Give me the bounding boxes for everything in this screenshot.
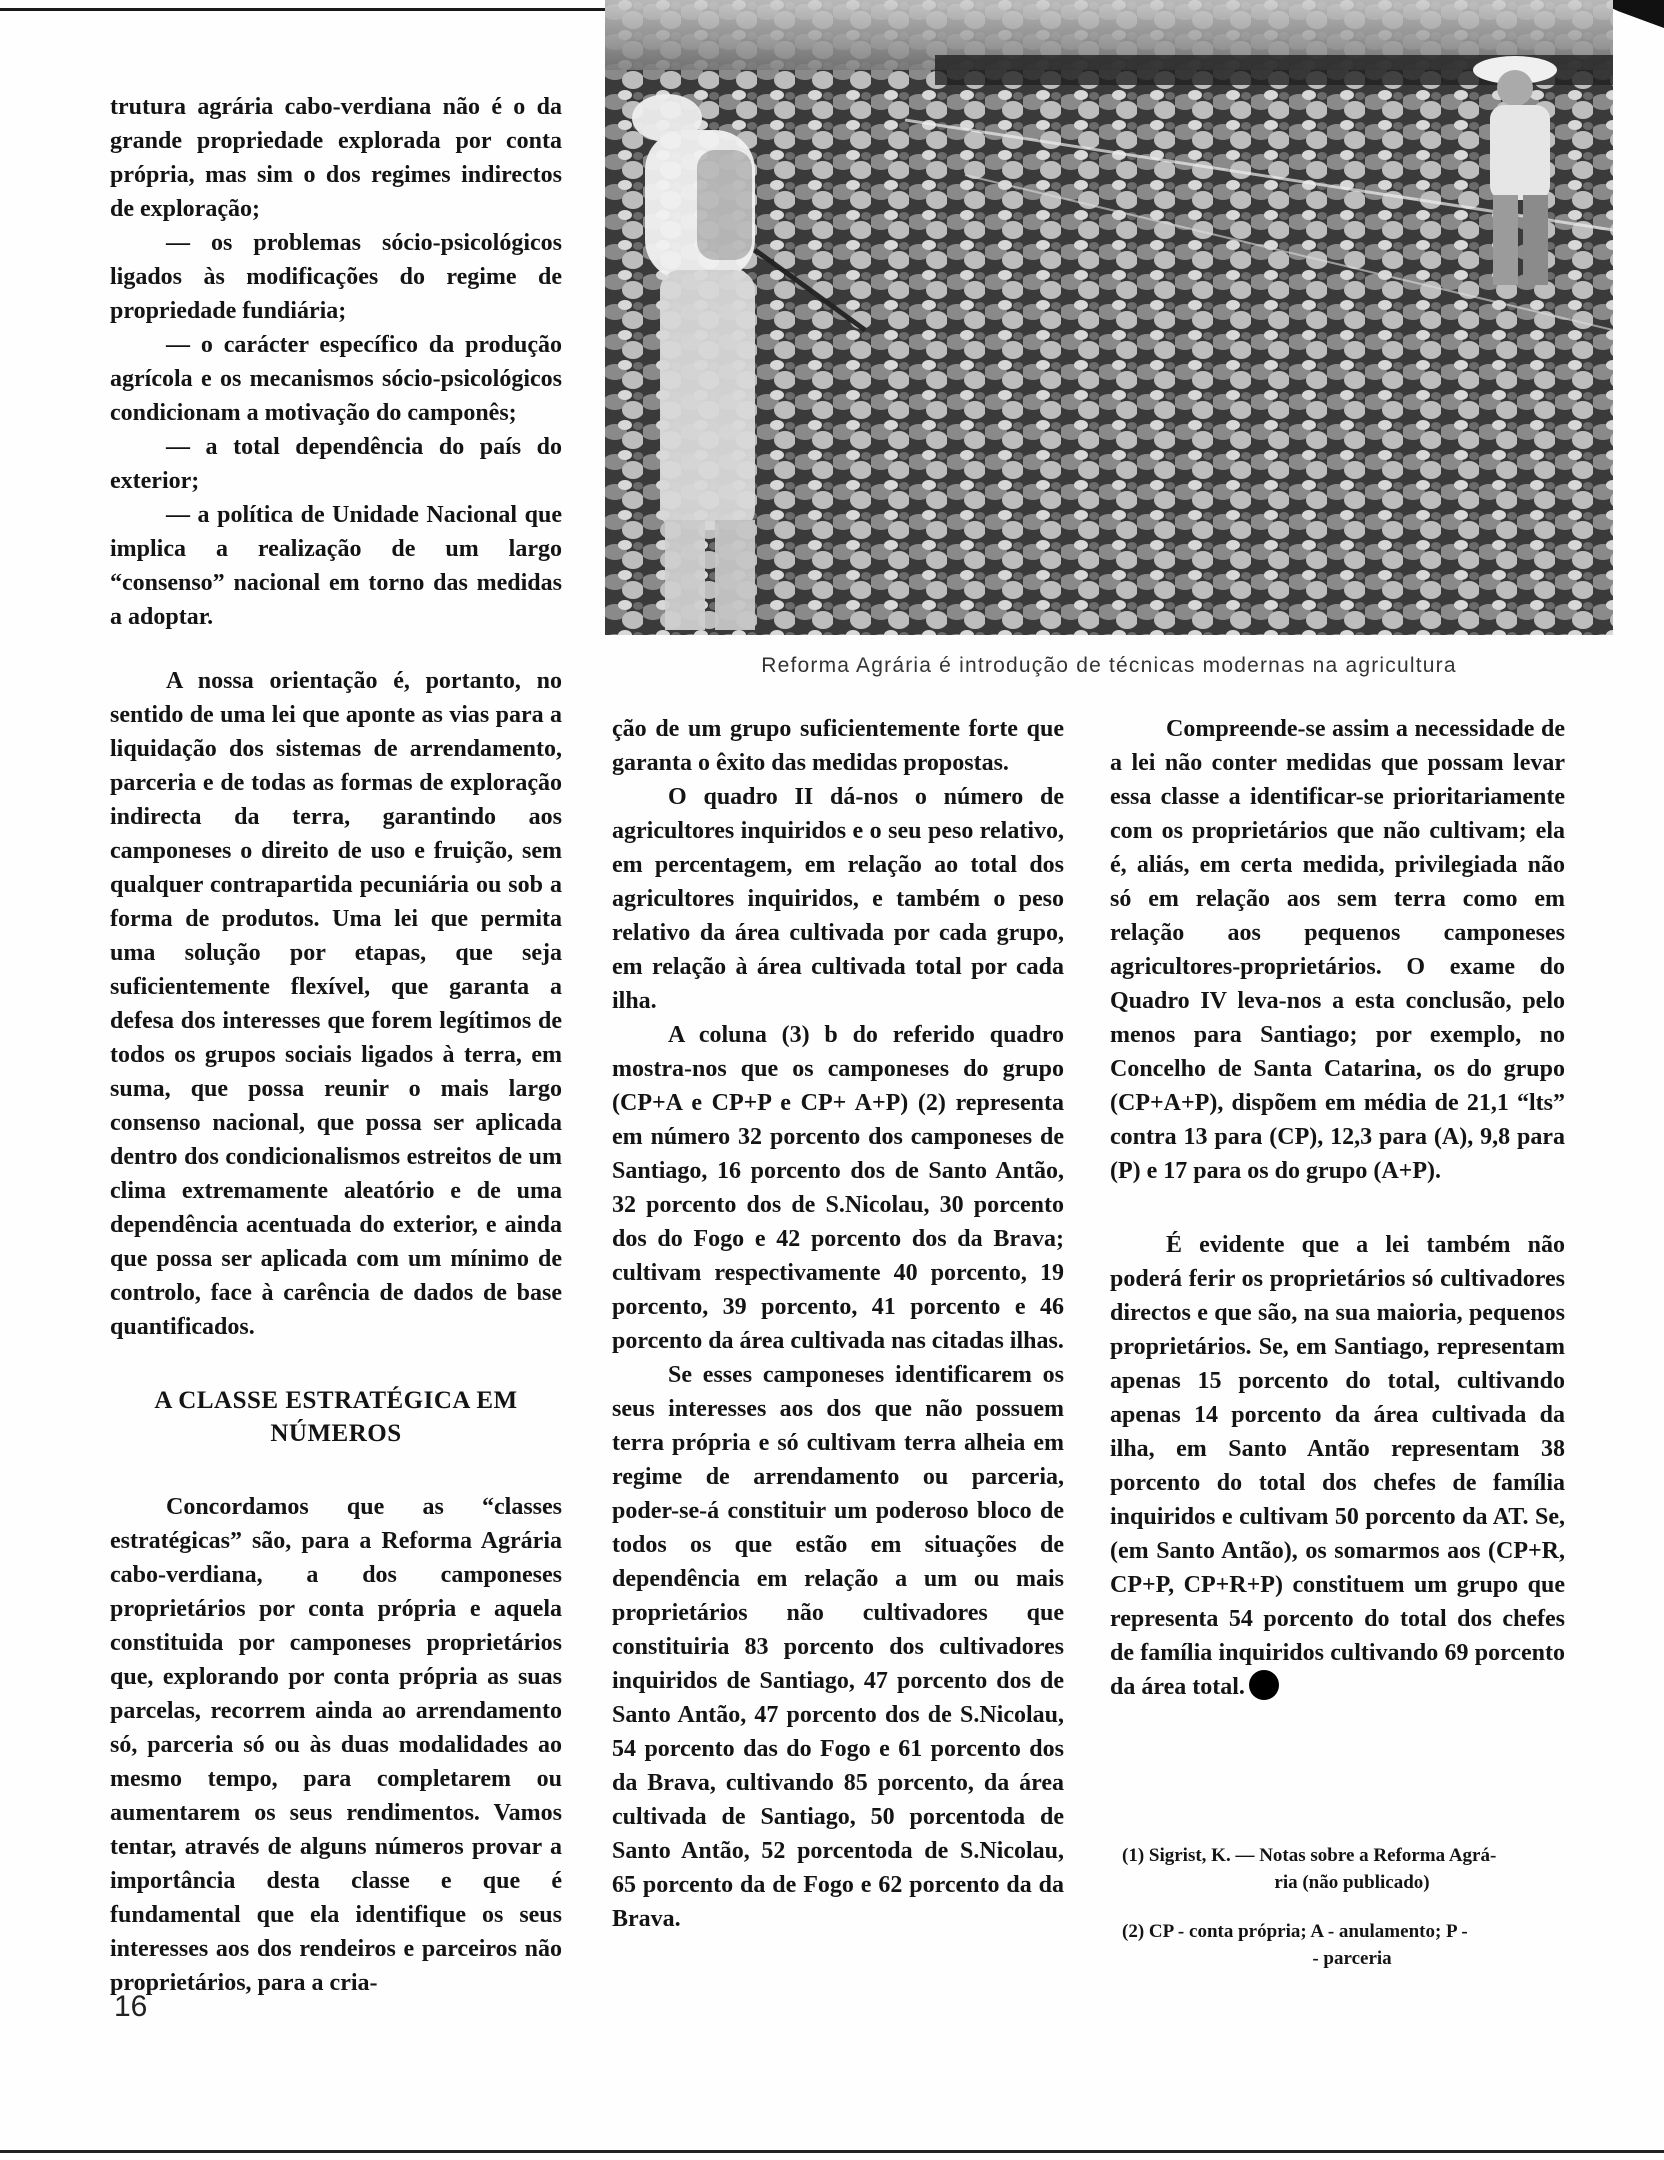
footnote-line: (1) Sigrist, K. — Notas sobre a Reforma Agrá- — [1122, 1845, 1497, 1866]
footnote-line: - parceria — [1312, 1948, 1392, 1969]
paragraph: O quadro II dá-nos o número de agricultores inquiridos e o seu peso relativo, em percentagem, em relação ao total dos agricultores inquiridos, e também o peso relativo da área cultivada por cada grupo, em relação à área cultivada total por cada ilha. — [612, 784, 1064, 1014]
end-of-article-dot-icon — [1249, 1670, 1279, 1700]
article-photo — [605, 0, 1613, 635]
paragraph — [1110, 1228, 1565, 1704]
column-middle — [612, 712, 1064, 1936]
paragraph: Se esses camponeses identificarem os seus interesses aos dos que não possuem terra própria e só cultivam terra alheia em regime de arrendamento ou parceria, poder-se-á constituir um poderoso bloco de todos os que estão em situações de dependência em relação a um ou mais proprietários não cultivadores que constituiria 83 porcento dos cultivadores inquiridos de Santiago, 47 porcento dos de Santo Antão, 47 porcento dos de S.Nicolau, 54 porcento das do Fogo e 61 porcento dos da Brava, cultivando 85 porcento, da área cultivada de Santiago, 50 porcentoda de Santo Antão, 52 porcentoda de S.Nicolau, 65 porcento da de Fogo e 62 porcento da da Brava. — [612, 1362, 1064, 1932]
footnote-line: ria (não publicado) — [1274, 1872, 1430, 1893]
column-right — [1110, 712, 1565, 1704]
footnote — [1122, 1918, 1582, 1972]
paragraph: Concordamos que as “classes estratégicas” são, para a Reforma Agrária cabo-verdiana, a dos camponeses proprietários por conta própria e aquela constituida por camponeses proprietários que, explorando por conta própria as suas parcelas, recorrem ainda ao arrendamento só, parceria só ou às duas modalidades ao mesmo tempo, para completarem ou aumentarem os seus rendimentos. Vamos tentar, através de alguns números provar a importância desta classe e que é fundamental que ela identifique os seus interesses aos dos rendeiros e parceiros não proprietários, para a cria- — [110, 1494, 562, 1996]
photo-farm-workers-spraying — [605, 0, 1613, 635]
list-item: — a política de Unidade Nacional que implica a realização de um largo “consenso” nacional em torno das medidas a adoptar. — [110, 502, 562, 630]
footnotes — [1122, 1842, 1582, 1994]
paragraph: trutura agrária cabo-verdiana não é o da grande propriedade explorada por conta própria, mas sim o dos regimes indirectos de exploração; — [110, 94, 562, 222]
footnote-line: (2) CP - conta própria; A - anulamento; P - — [1122, 1921, 1468, 1942]
paragraph: ção de um grupo suficientemente forte que garanta o êxito das medidas propostas. — [612, 716, 1064, 776]
column-left — [110, 90, 562, 2000]
page-number: 16 — [114, 1990, 148, 2023]
list-item: — o carácter específico da produção agrícola e os mecanismos sócio-psicológicos condicionam a motivação do camponês; — [110, 332, 562, 426]
paragraph: Compreende-se assim a necessidade de a lei não conter medidas que possam levar essa classe a identificar-se prioritariamente com os proprietários que não cultivam; ela é, aliás, em certa medida, privilegiada não só em relação aos sem terra como em relação aos pequenos camponeses agricultores-proprietários. O exame do Quadro IV leva-nos a esta conclusão, pelo menos para Santiago; por exemplo, no Concelho de Santa Catarina, os do grupo (CP+A+P), dispõem em média de 21,1 “lts” contra 13 para (CP), 12,3 para (A), 9,8 para (P) e 17 para os do grupo (A+P). — [1110, 716, 1565, 1184]
bottom-rule — [0, 2150, 1664, 2153]
paragraph: A nossa orientação é, portanto, no sentido de uma lei que aponte as vias para a liquidação dos sistemas de arrendamento, parceria e de todas as formas de exploração indirecta da terra, garantindo aos camponeses o direito de uso e fruição, sem qualquer contrapartida pecuniária ou sob a forma de produtos. Uma lei que permita uma solução por etapas, que seja suficientemente flexível, que garanta a defesa dos interesses que forem legítimos de todos os grupos sociais ligados à terra, em suma, que possa reunir o mais largo consenso nacional, que possa ser aplicada dentro dos condicionalismos estreitos de um clima extremamente aleatório e de uma dependência acentuada do exterior, e ainda que possa ser aplicada com um mínimo de controlo, face à carência de dados de base quantificados. — [110, 668, 562, 1340]
section-heading-line: NÚMEROS — [270, 1420, 402, 1447]
list-item: — a total dependência do país do exterior; — [110, 434, 562, 494]
paragraph-text: É evidente que a lei também não poderá ferir os proprietários só cultivadores directos e que são, na sua maioria, pequenos proprietários. Se, em Santiago, representam apenas 15 porcento do total, cultivando apenas 14 porcento da área cultivada da ilha, em Santo Antão representam 38 porcento do total dos chefes de família inquiridos e cultivam 50 porcento da AT. Se, (em Santo Antão), os somarmos aos (CP+R, CP+P, CP+R+P) constituem um grupo que representa 54 porcento do total dos chefes de família inquiridos cultivando 69 porcento da área total. — [1110, 1232, 1565, 1700]
footnote — [1122, 1842, 1582, 1896]
section-heading-line: A CLASSE ESTRATÉGICA EM — [154, 1387, 518, 1414]
photo-caption: Reforma Agrária é introdução de técnicas modernas na agricultura — [761, 654, 1457, 677]
list-item: — os problemas sócio-psicológicos ligados às modificações do regime de propriedade fundiária; — [110, 230, 562, 324]
section-heading — [110, 1384, 562, 1450]
paragraph: A coluna (3) b do referido quadro mostra-nos que os camponeses do grupo (CP+A e CP+P e CP+ A+P) (2) representa em número 32 porcento dos camponeses de Santiago, 16 porcento dos de Santo Antão, 32 porcento dos de S.Nicolau, 30 porcento dos do Fogo e 42 porcento dos da Brava; cultivam respectivamente 40 porcento, 19 porcento, 39 porcento, 41 porcento e 46 porcento da área cultivada nas citadas ilhas. — [612, 1022, 1064, 1354]
